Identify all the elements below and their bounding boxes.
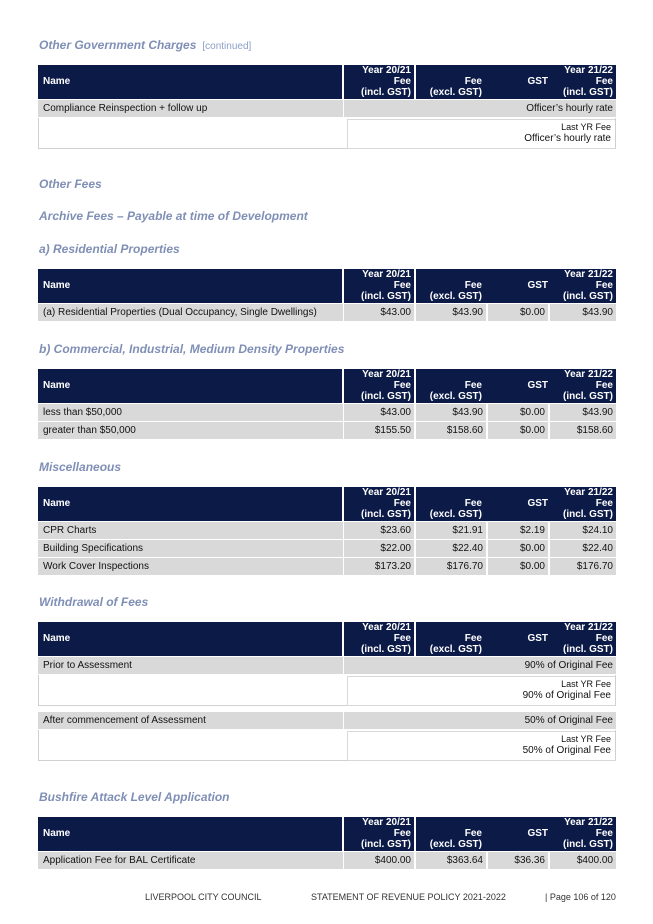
table-cell <box>550 422 616 439</box>
header-label: Fee <box>464 498 482 509</box>
header-label: GST <box>527 498 548 509</box>
header-label: (incl. GST) <box>361 87 411 98</box>
header-label: Name <box>43 280 71 291</box>
table-cell <box>416 422 486 439</box>
header-label: (excl. GST) <box>429 839 482 850</box>
table-cell <box>344 422 414 439</box>
cell-value: $22.40 <box>582 543 613 554</box>
header-label: (incl. GST) <box>563 87 613 98</box>
cell-value: $24.10 <box>582 525 613 536</box>
header-label: (incl. GST) <box>361 391 411 402</box>
header-label: Fee <box>595 76 613 87</box>
table-cell <box>344 522 414 539</box>
header-label: Fee <box>595 828 613 839</box>
header-label: Year 21/22 <box>564 369 613 380</box>
header-label: Name <box>43 76 71 87</box>
table-cell <box>344 304 414 321</box>
header-cell <box>38 487 342 521</box>
header-label: Fee <box>393 280 411 291</box>
cell-value: $400.00 <box>576 855 613 866</box>
header-cell <box>344 622 414 656</box>
cell-value: Officer’s hourly rate <box>526 103 613 114</box>
header-label: (excl. GST) <box>429 509 482 520</box>
section-title-text: Other Government Charges <box>39 38 197 52</box>
header-label: Name <box>43 498 71 509</box>
row-name: Work Cover Inspections <box>38 558 343 575</box>
table-cell <box>344 540 414 557</box>
header-label: Year 20/21 <box>362 487 411 498</box>
footer-page-number: | Page 106 of 120 <box>545 892 616 902</box>
cell-value: $400.00 <box>374 855 411 866</box>
header-label: Year 20/21 <box>362 269 411 280</box>
row-name: (a) Residential Properties (Dual Occupancy, Single Dwellings) <box>38 304 343 321</box>
header-label: (incl. GST) <box>361 291 411 302</box>
header-label: Fee <box>393 380 411 391</box>
last-year-label: Last YR Fee <box>561 122 611 132</box>
last-year-fee-inner <box>347 731 615 761</box>
last-year-fee-box <box>38 675 616 706</box>
table-cell <box>488 422 548 439</box>
table-withdrawal <box>38 622 616 761</box>
table-row <box>38 522 616 539</box>
cell-value: $158.60 <box>576 425 613 436</box>
header-cell <box>344 817 414 851</box>
header-label: (incl. GST) <box>361 839 411 850</box>
table-cell <box>344 404 414 421</box>
table-cell <box>550 558 616 575</box>
header-label: Fee <box>595 633 613 644</box>
cell-value: $43.90 <box>452 407 483 418</box>
cell-value: $173.20 <box>374 561 411 572</box>
last-year-fee-box <box>38 118 616 149</box>
table-cell <box>344 657 616 674</box>
header-label: (incl. GST) <box>563 391 613 402</box>
header-label: GST <box>527 76 548 87</box>
cell-value: $43.90 <box>582 407 613 418</box>
cell-value: $36.36 <box>514 855 545 866</box>
header-label: GST <box>527 633 548 644</box>
header-cell <box>38 269 342 303</box>
header-label: Year 20/21 <box>362 369 411 380</box>
section-title-other-government-charges <box>39 38 251 52</box>
cell-value: $43.90 <box>452 307 483 318</box>
last-year-fee-inner <box>347 676 615 706</box>
section-title-commercial: b) Commercial, Industrial, Medium Density Properties <box>39 342 345 356</box>
cell-value: $23.60 <box>380 525 411 536</box>
header-cell <box>344 487 414 521</box>
section-title-residential: a) Residential Properties <box>39 242 180 256</box>
last-year-fee-text: 50% of Original Fee <box>522 745 611 756</box>
cell-value: $0.00 <box>519 425 545 436</box>
table-header <box>38 65 616 99</box>
cell-value: 50% of Original Fee <box>524 715 613 726</box>
header-label: (incl. GST) <box>563 291 613 302</box>
header-label: GST <box>527 380 548 391</box>
table-row <box>38 304 616 321</box>
header-cell <box>344 369 414 403</box>
table-cell <box>416 404 486 421</box>
section-title-miscellaneous: Miscellaneous <box>39 460 122 474</box>
table-row <box>38 657 616 674</box>
table-header <box>38 487 616 521</box>
table-row <box>38 422 616 439</box>
table-cell <box>550 540 616 557</box>
header-label: Fee <box>393 828 411 839</box>
table-cell <box>416 540 486 557</box>
table-cell <box>550 522 616 539</box>
cell-value: $22.00 <box>380 543 411 554</box>
header-label: Fee <box>595 280 613 291</box>
section-title-withdrawal: Withdrawal of Fees <box>39 595 149 609</box>
cell-value: $0.00 <box>519 307 545 318</box>
header-label: Year 21/22 <box>564 269 613 280</box>
table-cell <box>416 304 486 321</box>
header-label: (excl. GST) <box>429 87 482 98</box>
header-cell <box>344 269 414 303</box>
table-cell <box>416 852 486 869</box>
table-header <box>38 622 616 656</box>
cell-value: 90% of Original Fee <box>524 660 613 671</box>
table-row <box>38 100 616 117</box>
cell-value: $43.00 <box>380 307 411 318</box>
last-year-fee-box <box>38 730 616 761</box>
section-title-bushfire: Bushfire Attack Level Application <box>39 790 230 804</box>
row-name: less than $50,000 <box>38 404 343 421</box>
header-label: Year 21/22 <box>564 487 613 498</box>
header-label: GST <box>527 280 548 291</box>
header-label: (excl. GST) <box>429 291 482 302</box>
row-name: After commencement of Assessment <box>38 712 343 729</box>
header-cell <box>416 487 616 521</box>
table-miscellaneous <box>38 487 616 575</box>
header-label: (incl. GST) <box>361 644 411 655</box>
header-cell <box>416 369 616 403</box>
header-cell <box>38 369 342 403</box>
table-cell <box>416 522 486 539</box>
table-cell <box>488 852 548 869</box>
cell-value: $155.50 <box>374 425 411 436</box>
cell-value: $21.91 <box>452 525 483 536</box>
table-cell <box>488 304 548 321</box>
last-year-value: Officer’s hourly rate <box>524 133 611 144</box>
header-label: Fee <box>464 828 482 839</box>
table-cell <box>488 522 548 539</box>
cell-value: $0.00 <box>519 543 545 554</box>
header-label: Year 20/21 <box>362 622 411 633</box>
cell-value: $43.00 <box>380 407 411 418</box>
table-cell <box>344 558 414 575</box>
header-cell <box>38 622 342 656</box>
section-title-other-fees: Other Fees <box>39 177 102 191</box>
row-name: CPR Charts <box>38 522 343 539</box>
cell-value: $158.60 <box>446 425 483 436</box>
cell-value: $363.64 <box>446 855 483 866</box>
cell-value: $0.00 <box>519 561 545 572</box>
header-label: Fee <box>393 76 411 87</box>
cell-value: $0.00 <box>519 407 545 418</box>
last-year-fee-inner <box>347 119 615 149</box>
header-label: Year 21/22 <box>564 817 613 828</box>
table-row <box>38 558 616 575</box>
header-label: GST <box>527 828 548 839</box>
table-cell <box>488 558 548 575</box>
last-year-fee-text: Last YR Fee <box>561 679 611 689</box>
header-label: Fee <box>595 498 613 509</box>
header-label: (excl. GST) <box>429 644 482 655</box>
header-label: Year 21/22 <box>564 65 613 76</box>
header-label: Name <box>43 633 71 644</box>
table-row <box>38 712 616 729</box>
table-cell <box>488 540 548 557</box>
row-name: greater than $50,000 <box>38 422 343 439</box>
table-cell <box>550 304 616 321</box>
table-row <box>38 404 616 421</box>
footer-council: LIVERPOOL CITY COUNCIL <box>145 892 262 902</box>
table-cell <box>416 558 486 575</box>
table-header <box>38 369 616 403</box>
header-label: Fee <box>464 380 482 391</box>
header-name <box>38 65 342 99</box>
header-label: (incl. GST) <box>563 509 613 520</box>
section-title-archive-fees: Archive Fees – Payable at time of Development <box>39 209 308 223</box>
table-commercial <box>38 369 616 439</box>
table-other-government-charges <box>38 65 616 149</box>
header-label: Name <box>43 828 71 839</box>
header-label: Year 20/21 <box>362 65 411 76</box>
row-value <box>344 100 616 117</box>
header-label: Fee <box>464 280 482 291</box>
table-cell <box>550 404 616 421</box>
row-name: Building Specifications <box>38 540 343 557</box>
header-year-2021 <box>344 65 414 99</box>
table-header <box>38 269 616 303</box>
table-bushfire <box>38 817 616 869</box>
row-name: Prior to Assessment <box>38 657 343 674</box>
cell-value: $176.70 <box>576 561 613 572</box>
header-label: (incl. GST) <box>563 644 613 655</box>
header-cell <box>416 269 616 303</box>
header-label: Year 21/22 <box>564 622 613 633</box>
header-label: Fee <box>393 633 411 644</box>
continued-label: [continued] <box>202 41 252 52</box>
last-year-fee-text: 90% of Original Fee <box>522 690 611 701</box>
cell-value: $43.90 <box>582 307 613 318</box>
row-name: Compliance Reinspection + follow up <box>38 100 343 117</box>
header-label: (incl. GST) <box>563 839 613 850</box>
table-cell <box>488 404 548 421</box>
header-label: Year 20/21 <box>362 817 411 828</box>
header-cell <box>416 622 616 656</box>
row-name: Application Fee for BAL Certificate <box>38 852 343 869</box>
header-cell <box>38 817 342 851</box>
header-label: Fee <box>595 380 613 391</box>
table-header <box>38 817 616 851</box>
header-cell <box>416 817 616 851</box>
header-label: Fee <box>464 76 482 87</box>
last-year-fee-text: Last YR Fee <box>561 734 611 744</box>
header-label: Fee <box>464 633 482 644</box>
cell-value: $22.40 <box>452 543 483 554</box>
header-label: (incl. GST) <box>361 509 411 520</box>
table-row <box>38 540 616 557</box>
table-residential <box>38 269 616 321</box>
header-label: Name <box>43 380 71 391</box>
cell-value: $176.70 <box>446 561 483 572</box>
footer-document: STATEMENT OF REVENUE POLICY 2021-2022 <box>311 892 506 902</box>
table-row <box>38 852 616 869</box>
table-cell <box>344 852 414 869</box>
header-year-2122 <box>416 65 616 99</box>
table-cell <box>550 852 616 869</box>
cell-value: $2.19 <box>519 525 545 536</box>
header-label: (excl. GST) <box>429 391 482 402</box>
header-label: Fee <box>393 498 411 509</box>
table-cell <box>344 712 616 729</box>
